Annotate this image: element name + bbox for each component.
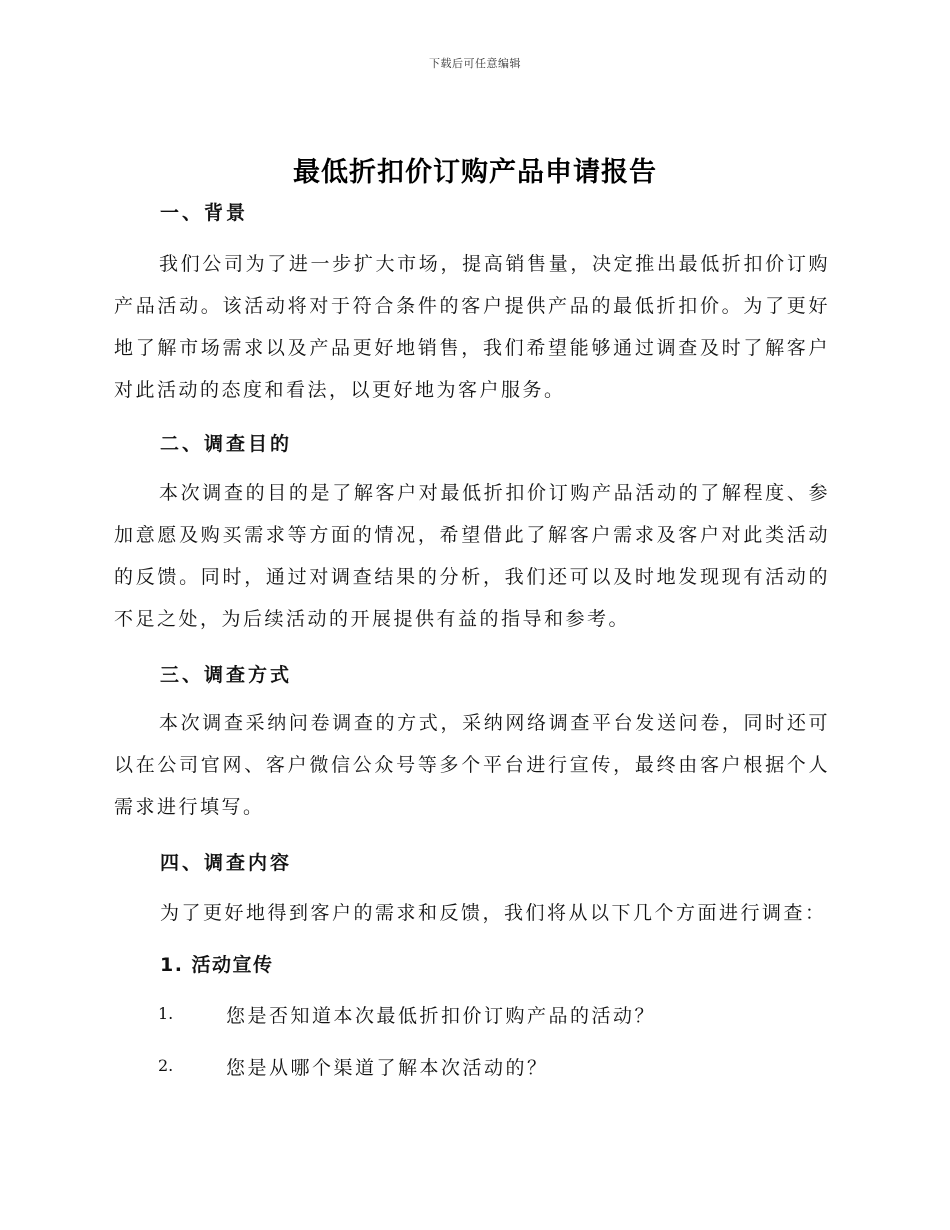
list-item-number: 1. (158, 1004, 174, 1023)
section-heading-content: 四、调查内容 (160, 852, 293, 874)
section-heading-background: 一、背景 (160, 202, 249, 224)
section-paragraph-background: 我们公司为了进一步扩大市场，提高销售量，决定推出最低折扣价订购产品活动。该活动将对于符合条件的客户提供产品的最低折扣价。为了更好地了解市场需求以及产品更好地销售，我们希望能够通过调查及时了解客户对此活动的态度和看法，以更好地为客户服务。 (114, 253, 830, 401)
section-paragraph-purpose: 本次调查的目的是了解客户对最低折扣价订购产品活动的了解程度、参加意愿及购买需求等方面的情况，希望借此了解客户需求及客户对此类活动的反馈。同时，通过对调查结果的分析，我们还可以及时地发现现有活动的不足之处，为后续活动的开展提供有益的指导和参考。 (114, 482, 830, 630)
section-intro-content: 为了更好地得到客户的需求和反馈，我们将从以下几个方面进行调查： (160, 902, 827, 924)
section-heading-purpose: 二、调查目的 (160, 433, 293, 455)
list-item-text: 您是从哪个渠道了解本次活动的？ (226, 1057, 549, 1079)
section-paragraph-method: 本次调查采纳问卷调查的方式，采纳网络调查平台发送问卷，同时还可以在公司官网、客户微信公众号等多个平台进行宣传，最终由客户根据个人需求进行填写。 (114, 712, 830, 818)
subsection-heading-promotion: 1. 活动宣传 (160, 954, 274, 976)
list-item-number: 2. (158, 1056, 174, 1075)
document-title: 最低折扣价订购产品申请报告 (293, 157, 657, 188)
list-item-text: 您是否知道本次最低折扣价订购产品的活动？ (226, 1005, 657, 1027)
section-heading-method: 三、调查方式 (160, 664, 293, 686)
header-note: 下载后可任意编辑 (429, 57, 521, 70)
